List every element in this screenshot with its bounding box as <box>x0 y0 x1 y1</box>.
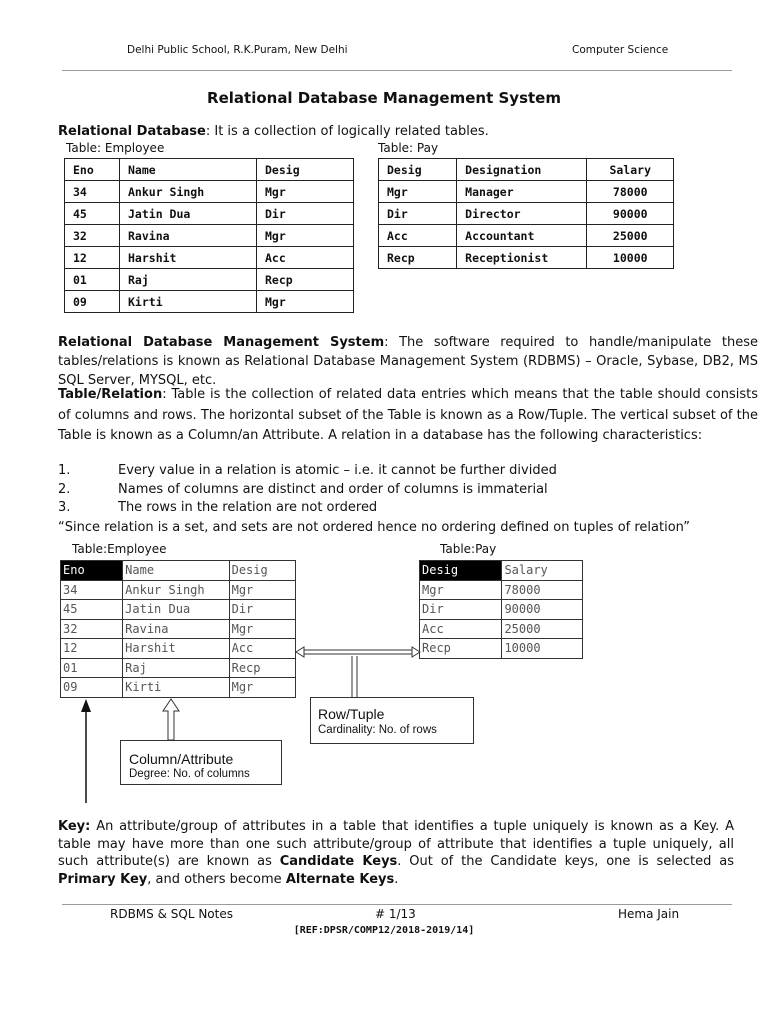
table-cell: Harshit <box>120 247 257 269</box>
header-cell: Salary <box>502 561 583 581</box>
column-solid-arrow <box>81 699 91 803</box>
table-cell: Recp <box>229 658 295 678</box>
row-tuple-title: Row/Tuple <box>318 706 385 722</box>
page-title: Relational Database Management System <box>207 89 561 107</box>
header-school: Delhi Public School, R.K.Puram, New Delhi <box>127 44 348 56</box>
table-cell: Kirti <box>120 291 257 313</box>
table-cell: Director <box>457 203 587 225</box>
header-cell: Designation <box>457 159 587 181</box>
column-attribute-subtitle: Degree: No. of columns <box>129 768 250 780</box>
rdb-term: Relational Database <box>58 124 206 139</box>
table-cell: Acc <box>257 247 354 269</box>
table-cell: 32 <box>61 619 123 639</box>
rdbms-term: Relational Database Management System <box>58 335 385 350</box>
table-cell: Ravina <box>123 619 229 639</box>
table-cell: Harshit <box>123 639 229 659</box>
table-cell: Dir <box>420 600 502 620</box>
table-cell: Acc <box>379 225 457 247</box>
header-cell: Name <box>123 561 229 581</box>
table-cell: Dir <box>379 203 457 225</box>
relation-text: : Table is the collection of related data entries which means that the table should consists of columns and rows. The horizontal subset of the Table is known as a Row/Tuple. The vertical subset of the Table is known as a Column/an Attribute. A relation in a database has the following characteristics: <box>58 387 758 443</box>
rdb-text: : It is a collection of logically related tables. <box>205 124 489 139</box>
footer-rule <box>62 904 732 905</box>
row-tuple-box <box>310 697 474 744</box>
relation-quote: “Since relation is a set, and sets are not ordered hence no ordering defined on tuples of relation” <box>58 520 690 535</box>
header-cell: Desig <box>229 561 295 581</box>
table-cell: 90000 <box>587 203 674 225</box>
table-cell: 25000 <box>587 225 674 247</box>
column-attribute-box <box>120 740 282 785</box>
table-cell: 45 <box>61 600 123 620</box>
table-cell: Acc <box>229 639 295 659</box>
table-cell: 10000 <box>587 247 674 269</box>
footer-author: Hema Jain <box>618 907 680 921</box>
table-cell: Mgr <box>257 291 354 313</box>
list-item: 2. Names of columns are distinct and order of columns is immaterial <box>58 481 548 497</box>
footer-ref: [REF:DPSR/COMP12/2018-2019/14] <box>293 925 475 936</box>
table-cell: Acc <box>420 619 502 639</box>
column-hollow-arrow <box>163 699 179 740</box>
table-cell: Ankur Singh <box>120 181 257 203</box>
footer-left: RDBMS & SQL Notes <box>110 907 233 921</box>
candidate-keys-term: Candidate Keys <box>279 854 398 869</box>
table-cell: Jatin Dua <box>120 203 257 225</box>
table-cell: Jatin Dua <box>123 600 229 620</box>
alternate-keys-term: Alternate Keys <box>285 871 395 887</box>
table-cell: 12 <box>65 247 120 269</box>
table-cell: 32 <box>65 225 120 247</box>
table-cell: 10000 <box>502 639 583 659</box>
table-cell: 34 <box>65 181 120 203</box>
table-cell: Ravina <box>120 225 257 247</box>
list-item: 3. The rows in the relation are not ordered <box>58 500 378 515</box>
table-cell: 78000 <box>502 580 583 600</box>
table-cell: Mgr <box>257 225 354 247</box>
header-cell: Name <box>120 159 257 181</box>
table-cell: Recp <box>257 269 354 291</box>
table-cell: 78000 <box>587 181 674 203</box>
table-cell: Recp <box>420 639 502 659</box>
footer-page: # 1/13 <box>375 907 416 921</box>
relation-term: Table/Relation <box>58 387 163 402</box>
pay-caption: Table: Pay <box>378 141 439 155</box>
table-cell: 45 <box>65 203 120 225</box>
table-cell: Kirti <box>123 678 229 698</box>
table-cell: Mgr <box>229 619 295 639</box>
table-cell: Mgr <box>229 678 295 698</box>
employee-caption: Table: Employee <box>66 141 165 155</box>
diagram-employee-caption: Table:Employee <box>72 542 167 556</box>
rdbms-text: : The software required to handle/manipulate these tables/relations is known as Relational Database Management System (RDBMS) – Oracle, Sybase, DB2, MS SQL Server, MYSQL, etc. <box>58 335 759 388</box>
table-cell: Recp <box>379 247 457 269</box>
column-attribute-title: Column/Attribute <box>129 751 234 767</box>
table-cell: Dir <box>229 600 295 620</box>
header-cell: Desig <box>379 159 457 181</box>
table-cell: 12 <box>61 639 123 659</box>
key-term: Key: <box>58 819 91 834</box>
table-cell: Raj <box>120 269 257 291</box>
table-cell: 90000 <box>502 600 583 620</box>
table-cell: 34 <box>61 580 123 600</box>
table-cell: 01 <box>61 658 123 678</box>
table-cell: 09 <box>65 291 120 313</box>
table-cell: Manager <box>457 181 587 203</box>
row-double-arrow <box>296 647 420 657</box>
list-item: 1. Every value in a relation is atomic – i.e. it cannot be further divided <box>58 463 557 478</box>
table-cell: Mgr <box>257 181 354 203</box>
header-cell: Eno <box>61 561 123 581</box>
header-cell: Eno <box>65 159 120 181</box>
table-cell: Mgr <box>229 580 295 600</box>
header-cell: Desig <box>420 561 502 581</box>
diagram-pay-caption: Table:Pay <box>440 542 497 556</box>
header-cell: Desig <box>257 159 354 181</box>
table-cell: Dir <box>257 203 354 225</box>
row-tuple-subtitle: Cardinality: No. of rows <box>318 724 437 736</box>
primary-key-term: Primary Key <box>58 871 148 887</box>
table-cell: Ankur Singh <box>123 580 229 600</box>
table-cell: Mgr <box>420 580 502 600</box>
table-cell: 01 <box>65 269 120 291</box>
table-cell: Accountant <box>457 225 587 247</box>
header-cell: Salary <box>587 159 674 181</box>
table-cell: Mgr <box>379 181 457 203</box>
key-definition: Key: An attribute/group of attributes in a table that identifies a tuple uniquely is known as a Key. A table may have more than one such attribute/group of attribute that identifies a tuple uniquely, all such attribute(s) are known as Candidate Keys. Out of the Candidate keys, one is selected as Primary Key, and others become Alternate Keys. <box>58 819 734 887</box>
header-subject: Computer Science <box>572 44 669 56</box>
table-cell: 25000 <box>502 619 583 639</box>
table-cell: Raj <box>123 658 229 678</box>
table-cell: 09 <box>61 678 123 698</box>
table-cell: Receptionist <box>457 247 587 269</box>
